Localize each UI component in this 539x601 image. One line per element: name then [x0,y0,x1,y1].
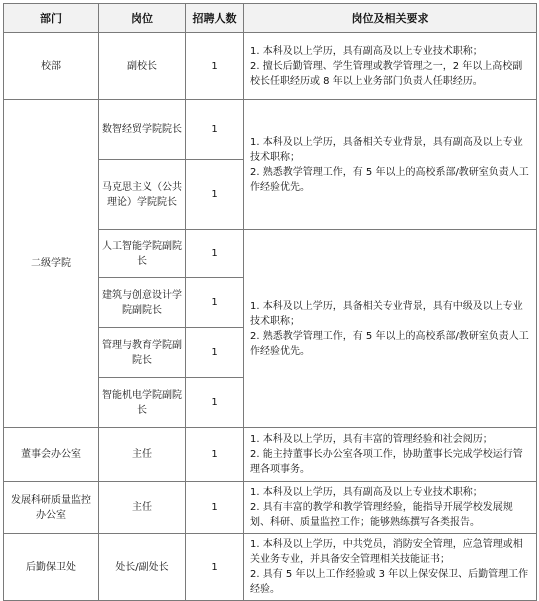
department-cell: 发展科研质量监控办公室 [4,482,99,534]
headcount-cell: 1 [186,428,244,482]
headcount-cell: 1 [186,534,244,601]
requirements-cell [244,230,537,428]
header-department: 部门 [4,4,99,33]
table-row [4,100,537,160]
requirements-cell [244,482,537,534]
position-cell: 数智经贸学院院长 [99,100,186,160]
headcount-cell: 1 [186,278,244,328]
department-cell: 校部 [4,33,99,100]
requirements-cell [244,100,537,230]
requirements-cell [244,428,537,482]
position-cell: 处长/副处长 [99,534,186,601]
requirements-cell [244,534,537,601]
requirements-cell [244,33,537,100]
position-cell: 建筑与创意设计学院副院长 [99,278,186,328]
requirement-line: 2. 具有丰富的教学和教学管理经验，能指导开展学校发展规划、科研、质量监控工作；能够熟练撰写各类报告。 [250,502,513,528]
requirement-line: 1. 本科及以上学历，具备相关专业背景，具有中级及以上专业技术职称； [250,300,523,327]
table-row [4,534,537,601]
requirement-line: 2. 熟悉教学管理工作，有 5 年以上的高校系部/教研室负责人工作经验优先。 [250,330,529,357]
headcount-cell: 1 [186,328,244,378]
headcount-cell: 1 [186,230,244,278]
header-position: 岗位 [99,4,186,33]
headcount-cell: 1 [186,33,244,100]
header-headcount: 招聘人数 [186,4,244,33]
position-cell: 主任 [99,428,186,482]
requirement-line: 2. 熟悉教学管理工作，有 5 年以上的高校系部/教研室负责人工作经验优先。 [250,166,529,193]
requirement-line: 2. 具有 5 年以上工作经验或 3 年以上保安保卫、后勤管理工作经验。 [250,569,529,595]
headcount-cell: 1 [186,160,244,230]
table-row [4,482,537,534]
position-cell: 智能机电学院副院长 [99,378,186,428]
header-requirements: 岗位及相关要求 [244,4,537,33]
requirement-line: 2. 能主持董事长办公室各项工作，协助董事长完成学校运行管理各项事务。 [250,449,523,475]
position-cell: 人工智能学院副院长 [99,230,186,278]
headcount-cell: 1 [186,378,244,428]
requirement-line: 1. 本科及以上学历，中共党员，消防安全管理，应急管理或相关业务专业，并具备安全管理相关技能证书； [250,539,523,565]
requirement-line: 1. 本科及以上学历，具有副高及以上专业技术职称； [250,487,483,498]
position-cell: 管理与教育学院副院长 [99,328,186,378]
table-row [4,428,537,482]
requirement-line: 2. 擅长后勤管理、学生管理或教学管理之一，2 年以上高校副校长任职经历或 8 年以上业务部门负责人任职经历。 [250,60,523,87]
headcount-cell: 1 [186,100,244,160]
table-header-row [4,4,537,33]
position-cell: 马克思主义（公共理论）学院院长 [99,160,186,230]
headcount-cell: 1 [186,482,244,534]
recruitment-table [3,3,537,601]
requirement-line: 1. 本科及以上学历，具有副高及以上专业技术职称； [250,45,483,57]
department-cell: 二级学院 [4,100,99,428]
table-row [4,33,537,100]
position-cell: 主任 [99,482,186,534]
department-cell: 后勤保卫处 [4,534,99,601]
position-cell: 副校长 [99,33,186,100]
requirement-line: 1. 本科及以上学历，具有丰富的管理经验和社会阅历； [250,434,493,445]
department-cell: 董事会办公室 [4,428,99,482]
requirement-line: 1. 本科及以上学历，具备相关专业背景，具有副高及以上专业技术职称； [250,136,523,163]
